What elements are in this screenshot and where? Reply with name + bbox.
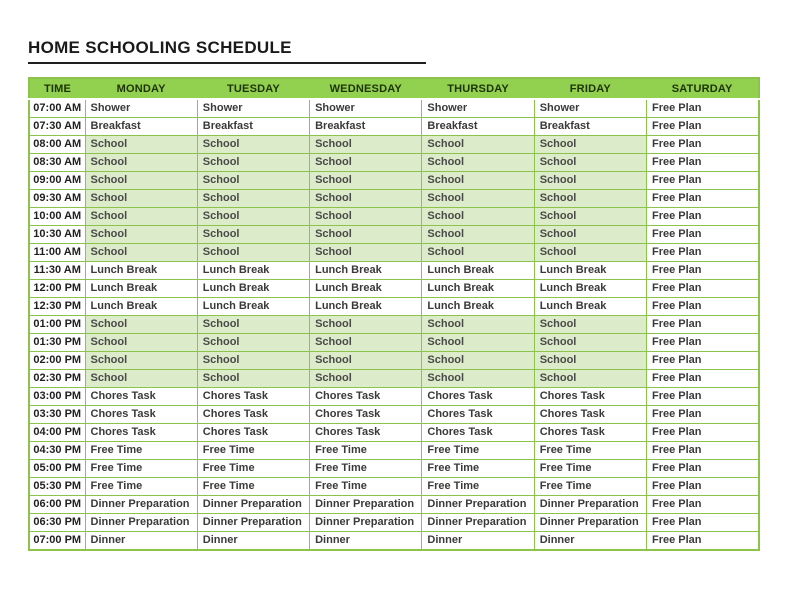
activity-cell: School [422, 154, 534, 172]
activity-cell: Lunch Break [197, 262, 309, 280]
table-row [29, 352, 759, 370]
activity-cell: School [422, 136, 534, 154]
activity-cell: Dinner [422, 532, 534, 551]
activity-cell: Chores Task [422, 406, 534, 424]
activity-cell: School [534, 370, 646, 388]
time-cell: 05:30 PM [29, 478, 85, 496]
time-cell: 12:00 PM [29, 280, 85, 298]
activity-cell: School [197, 154, 309, 172]
activity-cell: Lunch Break [85, 298, 197, 316]
time-cell: 06:00 PM [29, 496, 85, 514]
table-row [29, 442, 759, 460]
activity-cell: School [310, 154, 422, 172]
activity-cell: Free Time [310, 478, 422, 496]
table-row [29, 460, 759, 478]
activity-cell: Lunch Break [85, 262, 197, 280]
activity-cell: School [197, 244, 309, 262]
activity-cell: Dinner Preparation [197, 496, 309, 514]
table-row [29, 118, 759, 136]
activity-cell: Shower [534, 99, 646, 118]
activity-cell: Free Time [85, 442, 197, 460]
activity-cell: Free Time [197, 460, 309, 478]
activity-cell: Free Time [534, 442, 646, 460]
activity-cell: Dinner [310, 532, 422, 551]
time-cell: 09:00 AM [29, 172, 85, 190]
activity-cell: School [534, 172, 646, 190]
table-row [29, 514, 759, 532]
time-cell: 01:00 PM [29, 316, 85, 334]
saturday-cell: Free Plan [646, 118, 758, 136]
saturday-cell: Free Plan [646, 244, 758, 262]
table-row [29, 370, 759, 388]
saturday-cell: Free Plan [646, 460, 758, 478]
saturday-cell: Free Plan [646, 406, 758, 424]
activity-cell: School [197, 352, 309, 370]
time-cell: 05:00 PM [29, 460, 85, 478]
saturday-cell: Free Plan [646, 424, 758, 442]
table-row [29, 226, 759, 244]
activity-cell: Shower [197, 99, 309, 118]
activity-cell: Dinner Preparation [422, 514, 534, 532]
activity-cell: School [310, 334, 422, 352]
time-cell: 07:00 PM [29, 532, 85, 551]
activity-cell: Chores Task [534, 424, 646, 442]
activity-cell: School [85, 244, 197, 262]
activity-cell: Free Time [422, 478, 534, 496]
column-header-tuesday: TUESDAY [197, 78, 309, 99]
activity-cell: School [422, 352, 534, 370]
activity-cell: School [310, 172, 422, 190]
activity-cell: Lunch Break [534, 298, 646, 316]
table-row [29, 532, 759, 551]
activity-cell: Lunch Break [534, 280, 646, 298]
activity-cell: School [534, 244, 646, 262]
time-cell: 04:30 PM [29, 442, 85, 460]
activity-cell: School [85, 136, 197, 154]
activity-cell: School [422, 172, 534, 190]
saturday-cell: Free Plan [646, 136, 758, 154]
table-row [29, 280, 759, 298]
activity-cell: School [197, 334, 309, 352]
schedule-body [29, 99, 759, 550]
activity-cell: Dinner Preparation [422, 496, 534, 514]
time-cell: 09:30 AM [29, 190, 85, 208]
table-row [29, 136, 759, 154]
time-cell: 07:00 AM [29, 99, 85, 118]
time-cell: 08:30 AM [29, 154, 85, 172]
activity-cell: Chores Task [85, 388, 197, 406]
activity-cell: School [422, 208, 534, 226]
saturday-cell: Free Plan [646, 442, 758, 460]
activity-cell: Shower [85, 99, 197, 118]
saturday-cell: Free Plan [646, 280, 758, 298]
activity-cell: Dinner Preparation [85, 496, 197, 514]
activity-cell: School [310, 226, 422, 244]
column-header-friday: FRIDAY [534, 78, 646, 99]
time-cell: 02:00 PM [29, 352, 85, 370]
activity-cell: School [310, 316, 422, 334]
column-header-wednesday: WEDNESDAY [310, 78, 422, 99]
activity-cell: Chores Task [534, 388, 646, 406]
saturday-cell: Free Plan [646, 226, 758, 244]
activity-cell: Chores Task [310, 424, 422, 442]
activity-cell: Dinner Preparation [197, 514, 309, 532]
time-cell: 03:30 PM [29, 406, 85, 424]
column-header-monday: MONDAY [85, 78, 197, 99]
table-row [29, 388, 759, 406]
activity-cell: School [85, 190, 197, 208]
activity-cell: Lunch Break [197, 298, 309, 316]
activity-cell: Chores Task [85, 406, 197, 424]
activity-cell: School [85, 226, 197, 244]
activity-cell: Free Time [85, 478, 197, 496]
activity-cell: Lunch Break [310, 280, 422, 298]
time-cell: 02:30 PM [29, 370, 85, 388]
column-header-saturday: SATURDAY [646, 78, 758, 99]
activity-cell: Chores Task [197, 406, 309, 424]
table-row [29, 99, 759, 118]
table-row [29, 190, 759, 208]
activity-cell: Breakfast [422, 118, 534, 136]
activity-cell: Dinner [534, 532, 646, 551]
saturday-cell: Free Plan [646, 316, 758, 334]
activity-cell: Dinner Preparation [310, 496, 422, 514]
table-row [29, 172, 759, 190]
activity-cell: School [422, 190, 534, 208]
activity-cell: School [310, 244, 422, 262]
activity-cell: Chores Task [197, 424, 309, 442]
saturday-cell: Free Plan [646, 388, 758, 406]
activity-cell: Chores Task [310, 388, 422, 406]
table-row [29, 298, 759, 316]
activity-cell: Dinner Preparation [534, 496, 646, 514]
column-header-thursday: THURSDAY [422, 78, 534, 99]
saturday-cell: Free Plan [646, 172, 758, 190]
time-cell: 12:30 PM [29, 298, 85, 316]
activity-cell: Chores Task [310, 406, 422, 424]
activity-cell: School [534, 190, 646, 208]
saturday-cell: Free Plan [646, 262, 758, 280]
activity-cell: Chores Task [422, 388, 534, 406]
time-cell: 10:00 AM [29, 208, 85, 226]
time-cell: 11:00 AM [29, 244, 85, 262]
activity-cell: School [85, 208, 197, 226]
activity-cell: Free Time [422, 460, 534, 478]
activity-cell: School [422, 316, 534, 334]
activity-cell: School [310, 190, 422, 208]
activity-cell: Lunch Break [197, 280, 309, 298]
table-row [29, 262, 759, 280]
activity-cell: Lunch Break [422, 262, 534, 280]
saturday-cell: Free Plan [646, 496, 758, 514]
table-row [29, 154, 759, 172]
activity-cell: Lunch Break [310, 298, 422, 316]
activity-cell: School [85, 370, 197, 388]
activity-cell: School [422, 244, 534, 262]
activity-cell: School [85, 334, 197, 352]
activity-cell: Dinner Preparation [85, 514, 197, 532]
activity-cell: School [422, 334, 534, 352]
activity-cell: Dinner [197, 532, 309, 551]
activity-cell: School [85, 352, 197, 370]
table-row [29, 208, 759, 226]
table-row [29, 478, 759, 496]
saturday-cell: Free Plan [646, 190, 758, 208]
saturday-cell: Free Plan [646, 370, 758, 388]
activity-cell: School [534, 226, 646, 244]
activity-cell: Free Time [197, 478, 309, 496]
time-cell: 11:30 AM [29, 262, 85, 280]
activity-cell: School [534, 334, 646, 352]
activity-cell: Dinner Preparation [534, 514, 646, 532]
activity-cell: School [85, 316, 197, 334]
activity-cell: Chores Task [197, 388, 309, 406]
activity-cell: Breakfast [85, 118, 197, 136]
activity-cell: Lunch Break [422, 280, 534, 298]
activity-cell: School [197, 370, 309, 388]
activity-cell: Shower [422, 99, 534, 118]
table-row [29, 316, 759, 334]
activity-cell: Free Time [422, 442, 534, 460]
activity-cell: School [534, 352, 646, 370]
time-cell: 08:00 AM [29, 136, 85, 154]
activity-cell: School [534, 154, 646, 172]
activity-cell: Chores Task [534, 406, 646, 424]
saturday-cell: Free Plan [646, 154, 758, 172]
activity-cell: School [85, 154, 197, 172]
saturday-cell: Free Plan [646, 298, 758, 316]
activity-cell: Lunch Break [310, 262, 422, 280]
table-row [29, 424, 759, 442]
activity-cell: School [197, 172, 309, 190]
time-cell: 04:00 PM [29, 424, 85, 442]
title-underline [28, 38, 426, 64]
activity-cell: School [310, 352, 422, 370]
activity-cell: Dinner [85, 532, 197, 551]
time-cell: 03:00 PM [29, 388, 85, 406]
activity-cell: Breakfast [534, 118, 646, 136]
time-cell: 07:30 AM [29, 118, 85, 136]
activity-cell: Dinner Preparation [310, 514, 422, 532]
activity-cell: Free Time [197, 442, 309, 460]
saturday-cell: Free Plan [646, 532, 758, 551]
activity-cell: School [310, 136, 422, 154]
activity-cell: Breakfast [197, 118, 309, 136]
activity-cell: School [85, 172, 197, 190]
activity-cell: School [422, 226, 534, 244]
table-row [29, 244, 759, 262]
activity-cell: Breakfast [310, 118, 422, 136]
column-header-time: TIME [29, 78, 85, 99]
activity-cell: Chores Task [422, 424, 534, 442]
activity-cell: School [310, 370, 422, 388]
activity-cell: Lunch Break [422, 298, 534, 316]
activity-cell: School [197, 190, 309, 208]
saturday-cell: Free Plan [646, 99, 758, 118]
activity-cell: School [197, 208, 309, 226]
activity-cell: Shower [310, 99, 422, 118]
table-row [29, 496, 759, 514]
activity-cell: School [197, 226, 309, 244]
time-cell: 06:30 PM [29, 514, 85, 532]
header-row [29, 78, 759, 99]
activity-cell: School [422, 370, 534, 388]
activity-cell: School [534, 136, 646, 154]
saturday-cell: Free Plan [646, 334, 758, 352]
activity-cell: School [310, 208, 422, 226]
activity-cell: Chores Task [85, 424, 197, 442]
time-cell: 01:30 PM [29, 334, 85, 352]
activity-cell: Free Time [534, 460, 646, 478]
activity-cell: Free Time [85, 460, 197, 478]
time-cell: 10:30 AM [29, 226, 85, 244]
saturday-cell: Free Plan [646, 208, 758, 226]
activity-cell: Free Time [310, 460, 422, 478]
activity-cell: Free Time [534, 478, 646, 496]
activity-cell: Free Time [310, 442, 422, 460]
table-row [29, 334, 759, 352]
page-title: HOME SCHOOLING SCHEDULE [28, 38, 292, 57]
activity-cell: Lunch Break [534, 262, 646, 280]
saturday-cell: Free Plan [646, 352, 758, 370]
activity-cell: School [197, 136, 309, 154]
saturday-cell: Free Plan [646, 514, 758, 532]
activity-cell: School [534, 208, 646, 226]
table-row [29, 406, 759, 424]
schedule-table [28, 77, 760, 551]
saturday-cell: Free Plan [646, 478, 758, 496]
activity-cell: School [197, 316, 309, 334]
activity-cell: Lunch Break [85, 280, 197, 298]
activity-cell: School [534, 316, 646, 334]
